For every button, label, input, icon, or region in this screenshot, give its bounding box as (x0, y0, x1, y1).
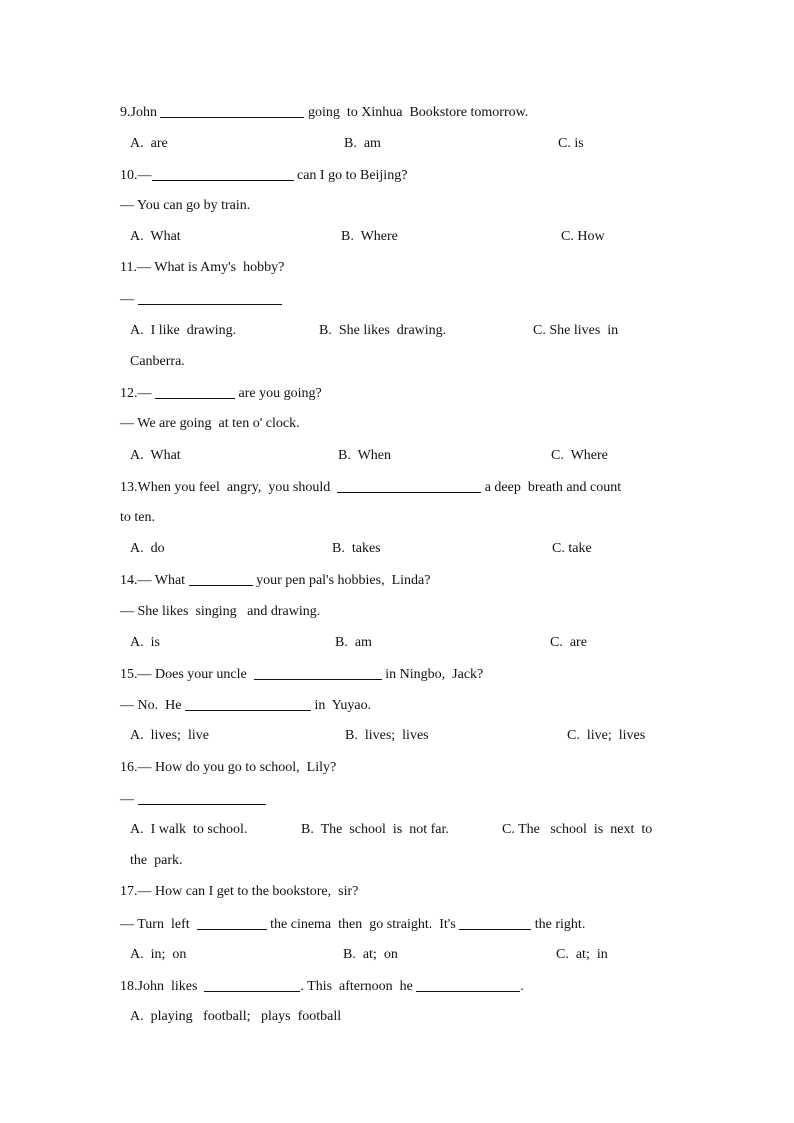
answer-blank[interactable] (189, 571, 253, 586)
option-b[interactable]: B. am (335, 635, 372, 650)
question-11: 11.— What is Amy's hobby? (120, 260, 285, 275)
answer-blank[interactable] (185, 696, 311, 711)
option-continuation: the park. (130, 853, 183, 868)
question-10 (120, 166, 407, 185)
answer-blank[interactable] (459, 915, 531, 930)
question-text: . (520, 979, 524, 994)
answer-text: — Turn left (120, 917, 197, 932)
answer-blank[interactable] (337, 478, 481, 493)
options-14 (130, 634, 670, 652)
answer-blank[interactable] (197, 915, 267, 930)
question-17: 17.— How can I get to the bookstore, sir? (120, 884, 359, 899)
option-c[interactable]: C. are (550, 635, 587, 650)
question-text: in Ningbo, Jack? (381, 667, 484, 682)
question-text: your pen pal's hobbies, Linda? (252, 573, 431, 588)
answer-blank[interactable] (155, 384, 235, 399)
options-12 (130, 447, 670, 465)
question-14 (120, 571, 430, 590)
option-a[interactable]: A. in; on (130, 947, 187, 962)
option-b[interactable]: B. When (338, 448, 392, 463)
question-13 (120, 478, 621, 497)
option-a[interactable]: A. I walk to school. (130, 822, 248, 837)
option-c[interactable]: C. How (561, 229, 605, 244)
option-b[interactable]: B. lives; lives (345, 728, 429, 743)
option-a[interactable]: A. are (130, 136, 168, 151)
question-text: 12.— (120, 386, 155, 401)
option-c[interactable]: C. She lives in (533, 323, 619, 338)
option-a[interactable]: A. do (130, 541, 165, 556)
option-continuation: Canberra. (130, 354, 185, 369)
options-10 (130, 228, 670, 246)
answer-line: — We are going at ten o' clock. (120, 416, 300, 431)
answer-prefix: — (120, 792, 138, 807)
question-text: are you going? (235, 386, 322, 401)
options-13 (130, 540, 670, 558)
answer-line: — She likes singing and drawing. (120, 604, 321, 619)
question-9 (120, 103, 528, 122)
question-text: a deep breath and count (481, 480, 622, 495)
option-a[interactable]: A. lives; live (130, 728, 209, 743)
answer-blank[interactable] (138, 290, 282, 305)
options-9 (130, 135, 670, 153)
option-b[interactable]: B. am (344, 136, 381, 151)
option-b[interactable]: B. She likes drawing. (319, 323, 447, 338)
answer-line: — You can go by train. (120, 198, 251, 213)
question-text: 13.When you feel angry, you should (120, 480, 338, 495)
answer-blank[interactable] (254, 665, 382, 680)
options-15 (130, 727, 670, 745)
option-a[interactable]: A. playing football; plays football (130, 1009, 342, 1024)
question-text: . This afternoon he (300, 979, 417, 994)
option-b[interactable]: B. The school is not far. (301, 822, 449, 837)
option-c[interactable]: C. take (552, 541, 592, 556)
answer-text: — No. He (120, 698, 185, 713)
answer-blank[interactable] (204, 977, 300, 992)
answer-blank[interactable] (160, 103, 304, 118)
answer-text: the right. (531, 917, 586, 932)
answer-line (120, 290, 282, 309)
option-b[interactable]: B. Where (341, 229, 398, 244)
question-text: 10.— (120, 168, 152, 183)
question-continuation: to ten. (120, 510, 155, 525)
question-15 (120, 665, 483, 684)
option-b[interactable]: B. at; on (343, 947, 398, 962)
question-12 (120, 384, 322, 403)
question-text: 14.— What (120, 573, 189, 588)
answer-blank[interactable] (152, 166, 294, 181)
question-text: 18.John likes (120, 979, 205, 994)
answer-text: in Yuyao. (310, 698, 372, 713)
options-18 (130, 1008, 670, 1026)
option-c[interactable]: C. Where (551, 448, 608, 463)
option-b[interactable]: B. takes (332, 541, 381, 556)
option-c[interactable]: C. live; lives (567, 728, 646, 743)
question-text: can I go to Beijing? (293, 168, 408, 183)
option-a[interactable]: A. is (130, 635, 160, 650)
option-a[interactable]: A. I like drawing. (130, 323, 237, 338)
answer-prefix: — (120, 292, 138, 307)
answer-line (120, 790, 266, 809)
options-16 (130, 821, 670, 839)
option-a[interactable]: A. What (130, 229, 181, 244)
answer-blank[interactable] (416, 977, 520, 992)
question-text: 9.John (120, 105, 161, 120)
option-c[interactable]: C. The school is next to (502, 822, 653, 837)
question-text: 15.— Does your uncle (120, 667, 254, 682)
options-17 (130, 946, 670, 964)
option-a[interactable]: A. What (130, 448, 181, 463)
answer-text: the cinema then go straight. It's (266, 917, 460, 932)
option-c[interactable]: C. at; in (556, 947, 608, 962)
answer-line (120, 696, 371, 715)
question-text: going to Xinhua Bookstore tomorrow. (304, 105, 529, 120)
question-16: 16.— How do you go to school, Lily? (120, 760, 337, 775)
option-c[interactable]: C. is (558, 136, 584, 151)
answer-line (120, 915, 585, 934)
options-11 (130, 322, 670, 340)
question-18 (120, 977, 524, 996)
answer-blank[interactable] (138, 790, 266, 805)
